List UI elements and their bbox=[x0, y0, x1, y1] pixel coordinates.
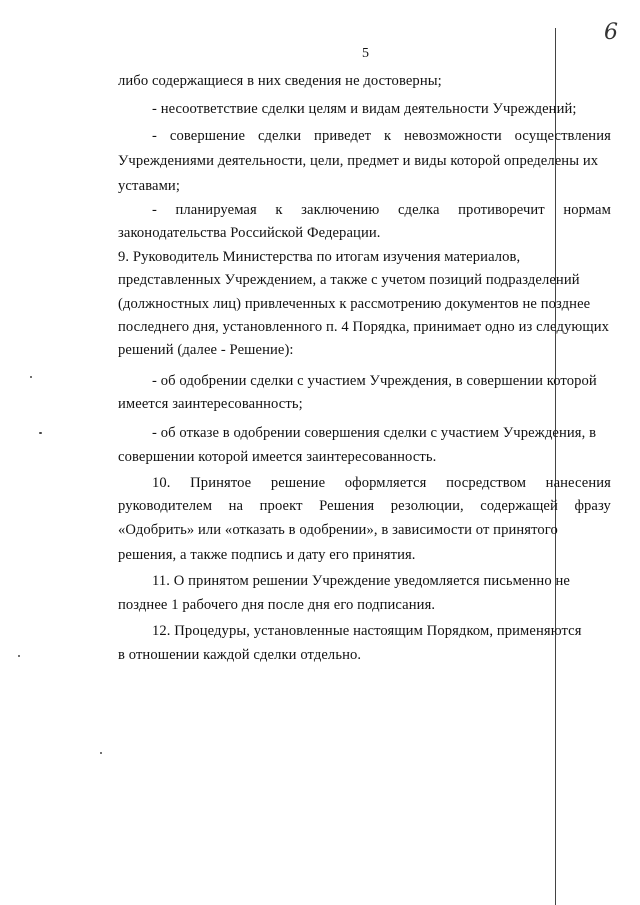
text-line: представленных Учреждением, а также с учетом позиций подразделений bbox=[118, 272, 580, 288]
word: Решения bbox=[319, 498, 375, 514]
text-line: (должностных лиц) привлеченных к рассмотрению документов не позднее bbox=[118, 296, 591, 312]
word: Принятое bbox=[190, 475, 252, 491]
text-line: совершении которой имеется заинтересованность. bbox=[118, 449, 437, 465]
word: приведет bbox=[314, 128, 372, 144]
word: нормам bbox=[563, 202, 611, 218]
text-line bbox=[152, 474, 611, 492]
text-line: «Одобрить» или «отказать в одобрении», в зависимости от принятого bbox=[118, 522, 558, 538]
word: 10. bbox=[152, 475, 171, 491]
handwritten-page-number: 6 bbox=[604, 20, 618, 45]
word: решение bbox=[270, 475, 326, 491]
word: на bbox=[228, 498, 244, 514]
text-line: - об одобрении сделки с участием Учреждения, в совершении которой bbox=[152, 373, 597, 389]
word: посредством bbox=[446, 475, 527, 491]
word: сделка bbox=[397, 202, 440, 218]
word: нанесения bbox=[545, 475, 611, 491]
word: планируемая bbox=[175, 202, 257, 218]
word: фразу bbox=[574, 498, 611, 514]
text-line: решения, а также подпись и дату его принятия. bbox=[118, 547, 416, 563]
word: - bbox=[152, 128, 157, 144]
scan-speck bbox=[100, 752, 102, 754]
text-line: позднее 1 рабочего дня после дня его подписания. bbox=[118, 597, 436, 613]
word: оформляется bbox=[344, 475, 427, 491]
word: - bbox=[152, 202, 157, 218]
text-line: законодательства Российской Федерации. bbox=[118, 225, 381, 241]
text-line: последнего дня, установленного п. 4 Порядка, принимает одно из следующих bbox=[118, 319, 610, 335]
text-line bbox=[118, 497, 611, 515]
text-line: уставами; bbox=[118, 178, 180, 194]
word: к bbox=[384, 128, 392, 144]
text-line: 11. О принятом решении Учреждение уведомляется письменно не bbox=[152, 573, 570, 589]
text-line: 12. Процедуры, установленные настоящим Порядком, применяются bbox=[152, 623, 582, 639]
word: противоречит bbox=[458, 202, 545, 218]
word: содержащей bbox=[480, 498, 558, 514]
word: заключению bbox=[301, 202, 380, 218]
text-line: имеется заинтересованность; bbox=[118, 396, 303, 412]
scan-speck bbox=[18, 655, 20, 657]
text-line: - об отказе в одобрении совершения сделки с участием Учреждения, в bbox=[152, 425, 597, 441]
word: совершение bbox=[169, 128, 246, 144]
text-line: Учреждениями деятельности, цели, предмет и виды которой определены их bbox=[118, 153, 599, 169]
text-line: решений (далее - Решение): bbox=[118, 342, 294, 358]
text-line: - несоответствие сделки целям и видам деятельности Учреждений; bbox=[152, 101, 577, 117]
text-line: либо содержащиеся в них сведения не достоверны; bbox=[118, 73, 442, 89]
word: осуществления bbox=[514, 128, 611, 144]
scan-speck bbox=[30, 376, 32, 378]
word: сделки bbox=[257, 128, 302, 144]
page-number: 5 bbox=[362, 46, 369, 61]
word: руководителем bbox=[118, 498, 213, 514]
scan-speck bbox=[39, 432, 42, 434]
text-line: 9. Руководитель Министерства по итогам изучения материалов, bbox=[118, 249, 521, 265]
text-line: в отношении каждой сделки отдельно. bbox=[118, 647, 362, 663]
word: невозможности bbox=[404, 128, 502, 144]
text-line bbox=[152, 127, 611, 145]
word: резолюции, bbox=[390, 498, 464, 514]
word: к bbox=[275, 202, 283, 218]
text-line bbox=[152, 201, 611, 219]
word: проект bbox=[259, 498, 303, 514]
